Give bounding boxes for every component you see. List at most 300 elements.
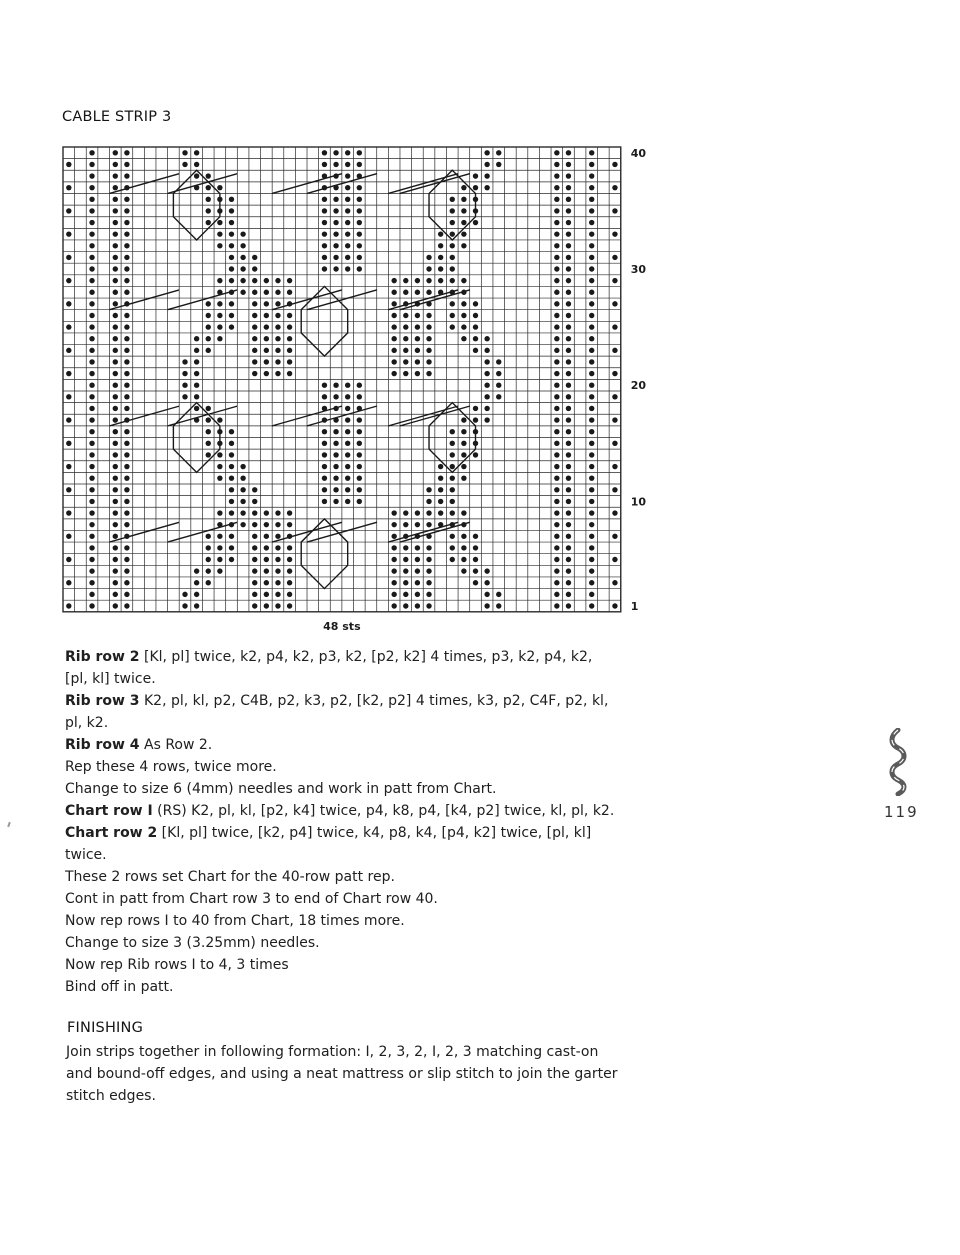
purl-dot bbox=[554, 510, 559, 515]
purl-dot bbox=[113, 475, 118, 480]
purl-dot bbox=[484, 162, 489, 167]
purl-dot bbox=[252, 487, 257, 492]
purl-dot bbox=[345, 162, 350, 167]
purl-dot bbox=[229, 452, 234, 457]
purl-dot bbox=[403, 313, 408, 318]
purl-dot bbox=[415, 359, 420, 364]
purl-dot bbox=[229, 266, 234, 271]
purl-dot bbox=[252, 266, 257, 271]
purl-dot bbox=[589, 255, 594, 260]
purl-dot bbox=[566, 487, 571, 492]
purl-dot bbox=[566, 150, 571, 155]
purl-dot bbox=[461, 510, 466, 515]
instruction-label: Chart row I bbox=[65, 803, 153, 819]
instruction-label: Rib row 2 bbox=[65, 649, 140, 665]
purl-dot bbox=[194, 580, 199, 585]
purl-dot bbox=[333, 394, 338, 399]
purl-dot bbox=[426, 568, 431, 573]
purl-dot bbox=[391, 522, 396, 527]
purl-dot bbox=[345, 452, 350, 457]
purl-dot bbox=[496, 162, 501, 167]
purl-dot bbox=[357, 208, 362, 213]
purl-dot bbox=[124, 290, 129, 295]
purl-dot bbox=[264, 510, 269, 515]
purl-dot bbox=[194, 371, 199, 376]
purl-dot bbox=[66, 534, 71, 539]
purl-dot bbox=[589, 185, 594, 190]
purl-dot bbox=[182, 371, 187, 376]
purl-dot bbox=[275, 557, 280, 562]
purl-dot bbox=[566, 464, 571, 469]
purl-dot bbox=[403, 603, 408, 608]
purl-dot bbox=[194, 359, 199, 364]
purl-dot bbox=[124, 266, 129, 271]
purl-dot bbox=[450, 278, 455, 283]
purl-dot bbox=[252, 545, 257, 550]
finishing-line: stitch edges. bbox=[66, 1088, 156, 1104]
purl-dot bbox=[426, 522, 431, 527]
purl-dot bbox=[450, 301, 455, 306]
purl-dot bbox=[589, 371, 594, 376]
instruction-line bbox=[65, 976, 625, 998]
purl-dot bbox=[345, 220, 350, 225]
purl-dot bbox=[484, 359, 489, 364]
purl-dot bbox=[333, 475, 338, 480]
purl-dot bbox=[333, 429, 338, 434]
purl-dot bbox=[194, 162, 199, 167]
purl-dot bbox=[124, 464, 129, 469]
cable-ornament-icon bbox=[887, 728, 909, 796]
purl-dot bbox=[89, 162, 94, 167]
purl-dot bbox=[391, 290, 396, 295]
purl-dot bbox=[426, 266, 431, 271]
purl-dot bbox=[426, 313, 431, 318]
purl-dot bbox=[287, 557, 292, 562]
purl-dot bbox=[89, 487, 94, 492]
purl-dot bbox=[438, 464, 443, 469]
row-label: 20 bbox=[630, 379, 647, 393]
purl-dot bbox=[275, 301, 280, 306]
purl-dot bbox=[426, 603, 431, 608]
purl-dot bbox=[345, 475, 350, 480]
purl-dot bbox=[391, 545, 396, 550]
purl-dot bbox=[461, 185, 466, 190]
purl-dot bbox=[89, 603, 94, 608]
purl-dot bbox=[589, 150, 594, 155]
instruction-text: (RS) K2, pl, kl, [p2, k4] twice, p4, k8, p4, [k4, p2] twice, kl, pl, k2. bbox=[152, 803, 615, 819]
purl-dot bbox=[252, 592, 257, 597]
purl-dot bbox=[345, 173, 350, 178]
purl-dot bbox=[252, 359, 257, 364]
purl-dot bbox=[473, 545, 478, 550]
purl-dot bbox=[612, 208, 617, 213]
purl-dot bbox=[612, 231, 617, 236]
purl-dot bbox=[554, 150, 559, 155]
purl-dot bbox=[264, 534, 269, 539]
purl-dot bbox=[566, 197, 571, 202]
purl-dot bbox=[473, 220, 478, 225]
purl-dot bbox=[124, 499, 129, 504]
purl-dot bbox=[252, 568, 257, 573]
purl-dot bbox=[461, 208, 466, 213]
purl-dot bbox=[229, 464, 234, 469]
purl-dot bbox=[229, 208, 234, 213]
purl-dot bbox=[426, 580, 431, 585]
purl-dot bbox=[113, 150, 118, 155]
purl-dot bbox=[345, 406, 350, 411]
purl-dot bbox=[113, 522, 118, 527]
purl-dot bbox=[426, 557, 431, 562]
purl-dot bbox=[450, 255, 455, 260]
purl-dot bbox=[554, 557, 559, 562]
purl-dot bbox=[473, 173, 478, 178]
purl-dot bbox=[403, 557, 408, 562]
purl-dot bbox=[113, 534, 118, 539]
instruction-line bbox=[65, 734, 625, 756]
purl-dot bbox=[496, 394, 501, 399]
purl-dot bbox=[182, 603, 187, 608]
purl-dot bbox=[264, 290, 269, 295]
purl-dot bbox=[252, 557, 257, 562]
instruction-text: pl, k2. bbox=[65, 715, 109, 731]
purl-dot bbox=[124, 173, 129, 178]
purl-dot bbox=[554, 313, 559, 318]
purl-dot bbox=[113, 290, 118, 295]
purl-dot bbox=[473, 185, 478, 190]
purl-dot bbox=[345, 243, 350, 248]
purl-dot bbox=[124, 243, 129, 248]
purl-dot bbox=[287, 568, 292, 573]
purl-dot bbox=[566, 545, 571, 550]
purl-dot bbox=[357, 255, 362, 260]
purl-dot bbox=[113, 568, 118, 573]
purl-dot bbox=[357, 464, 362, 469]
purl-dot bbox=[450, 313, 455, 318]
section-title: CABLE STRIP 3 bbox=[62, 109, 172, 125]
purl-dot bbox=[589, 336, 594, 341]
instruction-line bbox=[65, 866, 625, 888]
purl-dot bbox=[206, 429, 211, 434]
purl-dot bbox=[229, 499, 234, 504]
purl-dot bbox=[333, 208, 338, 213]
purl-dot bbox=[566, 185, 571, 190]
purl-dot bbox=[89, 417, 94, 422]
purl-dot bbox=[287, 313, 292, 318]
instruction-text: [Kl, pl] twice, [k2, p4] twice, k4, p8, k4, [p4, k2] twice, [pl, kl] bbox=[157, 825, 592, 841]
purl-dot bbox=[182, 162, 187, 167]
purl-dot bbox=[113, 452, 118, 457]
purl-dot bbox=[89, 522, 94, 527]
purl-dot bbox=[275, 534, 280, 539]
purl-dot bbox=[322, 220, 327, 225]
purl-dot bbox=[403, 592, 408, 597]
purl-dot bbox=[229, 255, 234, 260]
purl-dot bbox=[217, 417, 222, 422]
purl-dot bbox=[124, 510, 129, 515]
purl-dot bbox=[66, 301, 71, 306]
purl-dot bbox=[66, 510, 71, 515]
purl-dot bbox=[357, 383, 362, 388]
purl-dot bbox=[450, 208, 455, 213]
purl-dot bbox=[589, 499, 594, 504]
purl-dot bbox=[124, 580, 129, 585]
purl-dot bbox=[426, 278, 431, 283]
purl-dot bbox=[554, 301, 559, 306]
purl-dot bbox=[484, 580, 489, 585]
purl-dot bbox=[461, 545, 466, 550]
page-number: 119 bbox=[884, 803, 919, 821]
purl-dot bbox=[66, 371, 71, 376]
purl-dot bbox=[89, 464, 94, 469]
purl-dot bbox=[252, 290, 257, 295]
purl-dot bbox=[589, 441, 594, 446]
purl-dot bbox=[240, 255, 245, 260]
purl-dot bbox=[229, 313, 234, 318]
purl-dot bbox=[554, 255, 559, 260]
purl-dot bbox=[415, 336, 420, 341]
purl-dot bbox=[438, 266, 443, 271]
finishing-text bbox=[66, 1041, 626, 1107]
purl-dot bbox=[113, 464, 118, 469]
purl-dot bbox=[287, 371, 292, 376]
purl-dot bbox=[357, 150, 362, 155]
instruction-line bbox=[65, 756, 625, 778]
purl-dot bbox=[89, 441, 94, 446]
purl-dot bbox=[264, 568, 269, 573]
purl-dot bbox=[89, 371, 94, 376]
purl-dot bbox=[426, 545, 431, 550]
purl-dot bbox=[229, 220, 234, 225]
purl-dot bbox=[89, 568, 94, 573]
purl-dot bbox=[484, 173, 489, 178]
purl-dot bbox=[345, 441, 350, 446]
purl-dot bbox=[450, 534, 455, 539]
purl-dot bbox=[89, 255, 94, 260]
purl-dot bbox=[322, 243, 327, 248]
purl-dot bbox=[496, 603, 501, 608]
purl-dot bbox=[124, 452, 129, 457]
purl-dot bbox=[113, 441, 118, 446]
purl-dot bbox=[240, 464, 245, 469]
purl-dot bbox=[264, 313, 269, 318]
purl-dot bbox=[206, 557, 211, 562]
purl-dot bbox=[426, 487, 431, 492]
purl-dot bbox=[113, 580, 118, 585]
purl-dot bbox=[461, 231, 466, 236]
purl-dot bbox=[113, 359, 118, 364]
purl-dot bbox=[612, 417, 617, 422]
instruction-text: These 2 rows set Chart for the 40-row patt rep. bbox=[65, 869, 395, 885]
purl-dot bbox=[333, 383, 338, 388]
purl-dot bbox=[264, 371, 269, 376]
purl-dot bbox=[322, 197, 327, 202]
purl-dot bbox=[89, 208, 94, 213]
purl-dot bbox=[461, 568, 466, 573]
purl-dot bbox=[554, 359, 559, 364]
purl-dot bbox=[217, 313, 222, 318]
purl-dot bbox=[473, 452, 478, 457]
purl-dot bbox=[403, 568, 408, 573]
instruction-text: Now rep rows I to 40 from Chart, 18 times more. bbox=[65, 913, 405, 929]
purl-dot bbox=[612, 278, 617, 283]
purl-dot bbox=[357, 499, 362, 504]
purl-dot bbox=[89, 243, 94, 248]
purl-dot bbox=[89, 592, 94, 597]
instruction-text: Now rep Rib rows I to 4, 3 times bbox=[65, 957, 289, 973]
purl-dot bbox=[554, 545, 559, 550]
purl-dot bbox=[322, 499, 327, 504]
purl-dot bbox=[240, 487, 245, 492]
purl-dot bbox=[89, 475, 94, 480]
purl-dot bbox=[461, 243, 466, 248]
purl-dot bbox=[415, 580, 420, 585]
purl-dot bbox=[264, 348, 269, 353]
purl-dot bbox=[438, 243, 443, 248]
purl-dot bbox=[461, 313, 466, 318]
purl-dot bbox=[322, 429, 327, 434]
instruction-line bbox=[65, 778, 625, 800]
purl-dot bbox=[333, 487, 338, 492]
purl-dot bbox=[322, 231, 327, 236]
purl-dot bbox=[589, 429, 594, 434]
purl-dot bbox=[124, 603, 129, 608]
purl-dot bbox=[426, 290, 431, 295]
purl-dot bbox=[357, 220, 362, 225]
purl-dot bbox=[264, 301, 269, 306]
purl-dot bbox=[415, 324, 420, 329]
purl-dot bbox=[113, 278, 118, 283]
purl-dot bbox=[566, 568, 571, 573]
purl-dot bbox=[264, 580, 269, 585]
purl-dot bbox=[438, 278, 443, 283]
purl-dot bbox=[217, 510, 222, 515]
purl-dot bbox=[113, 603, 118, 608]
purl-dot bbox=[554, 162, 559, 167]
purl-dot bbox=[333, 452, 338, 457]
purl-dot bbox=[612, 255, 617, 260]
purl-dot bbox=[113, 336, 118, 341]
purl-dot bbox=[345, 255, 350, 260]
purl-dot bbox=[113, 417, 118, 422]
purl-dot bbox=[333, 220, 338, 225]
purl-dot bbox=[113, 231, 118, 236]
purl-dot bbox=[566, 534, 571, 539]
purl-dot bbox=[333, 266, 338, 271]
purl-dot bbox=[473, 324, 478, 329]
purl-dot bbox=[554, 383, 559, 388]
purl-dot bbox=[438, 231, 443, 236]
purl-dot bbox=[345, 499, 350, 504]
row-label: 1 bbox=[630, 599, 639, 613]
purl-dot bbox=[66, 255, 71, 260]
purl-dot bbox=[194, 336, 199, 341]
purl-dot bbox=[554, 185, 559, 190]
purl-dot bbox=[391, 580, 396, 585]
purl-dot bbox=[484, 417, 489, 422]
purl-dot bbox=[194, 173, 199, 178]
purl-dot bbox=[275, 359, 280, 364]
purl-dot bbox=[275, 313, 280, 318]
purl-dot bbox=[554, 324, 559, 329]
scan-speck bbox=[7, 822, 11, 827]
purl-dot bbox=[66, 208, 71, 213]
purl-dot bbox=[333, 255, 338, 260]
purl-dot bbox=[333, 197, 338, 202]
purl-dot bbox=[89, 383, 94, 388]
purl-dot bbox=[333, 231, 338, 236]
purl-dot bbox=[287, 592, 292, 597]
purl-dot bbox=[182, 359, 187, 364]
instruction-line bbox=[65, 668, 625, 690]
purl-dot bbox=[124, 371, 129, 376]
instruction-line bbox=[65, 954, 625, 976]
purl-dot bbox=[264, 336, 269, 341]
purl-dot bbox=[391, 336, 396, 341]
purl-dot bbox=[345, 266, 350, 271]
purl-dot bbox=[589, 359, 594, 364]
purl-dot bbox=[589, 197, 594, 202]
purl-dot bbox=[217, 557, 222, 562]
purl-dot bbox=[391, 557, 396, 562]
purl-dot bbox=[124, 383, 129, 388]
instruction-text: Change to size 3 (3.25mm) needles. bbox=[65, 935, 320, 951]
purl-dot bbox=[229, 231, 234, 236]
purl-dot bbox=[589, 301, 594, 306]
purl-dot bbox=[322, 208, 327, 213]
purl-dot bbox=[589, 603, 594, 608]
purl-dot bbox=[357, 394, 362, 399]
purl-dot bbox=[206, 568, 211, 573]
purl-dot bbox=[426, 324, 431, 329]
purl-dot bbox=[113, 592, 118, 597]
purl-dot bbox=[89, 580, 94, 585]
purl-dot bbox=[275, 371, 280, 376]
purl-dot bbox=[124, 220, 129, 225]
purl-dot bbox=[403, 545, 408, 550]
purl-dot bbox=[612, 162, 617, 167]
purl-dot bbox=[566, 162, 571, 167]
purl-dot bbox=[391, 313, 396, 318]
purl-dot bbox=[252, 522, 257, 527]
purl-dot bbox=[345, 417, 350, 422]
purl-dot bbox=[113, 348, 118, 353]
purl-dot bbox=[391, 592, 396, 597]
purl-dot bbox=[217, 231, 222, 236]
purl-dot bbox=[357, 487, 362, 492]
purl-dot bbox=[264, 522, 269, 527]
purl-dot bbox=[484, 394, 489, 399]
purl-dot bbox=[113, 557, 118, 562]
purl-dot bbox=[403, 336, 408, 341]
purl-dot bbox=[415, 603, 420, 608]
purl-dot bbox=[450, 324, 455, 329]
purl-dot bbox=[589, 231, 594, 236]
purl-dot bbox=[357, 429, 362, 434]
purl-dot bbox=[473, 406, 478, 411]
purl-dot bbox=[89, 545, 94, 550]
purl-dot bbox=[182, 592, 187, 597]
purl-dot bbox=[89, 324, 94, 329]
purl-dot bbox=[403, 278, 408, 283]
purl-dot bbox=[89, 510, 94, 515]
purl-dot bbox=[426, 336, 431, 341]
purl-dot bbox=[206, 197, 211, 202]
purl-dot bbox=[589, 464, 594, 469]
purl-dot bbox=[240, 231, 245, 236]
purl-dot bbox=[66, 394, 71, 399]
purl-dot bbox=[89, 231, 94, 236]
purl-dot bbox=[124, 348, 129, 353]
